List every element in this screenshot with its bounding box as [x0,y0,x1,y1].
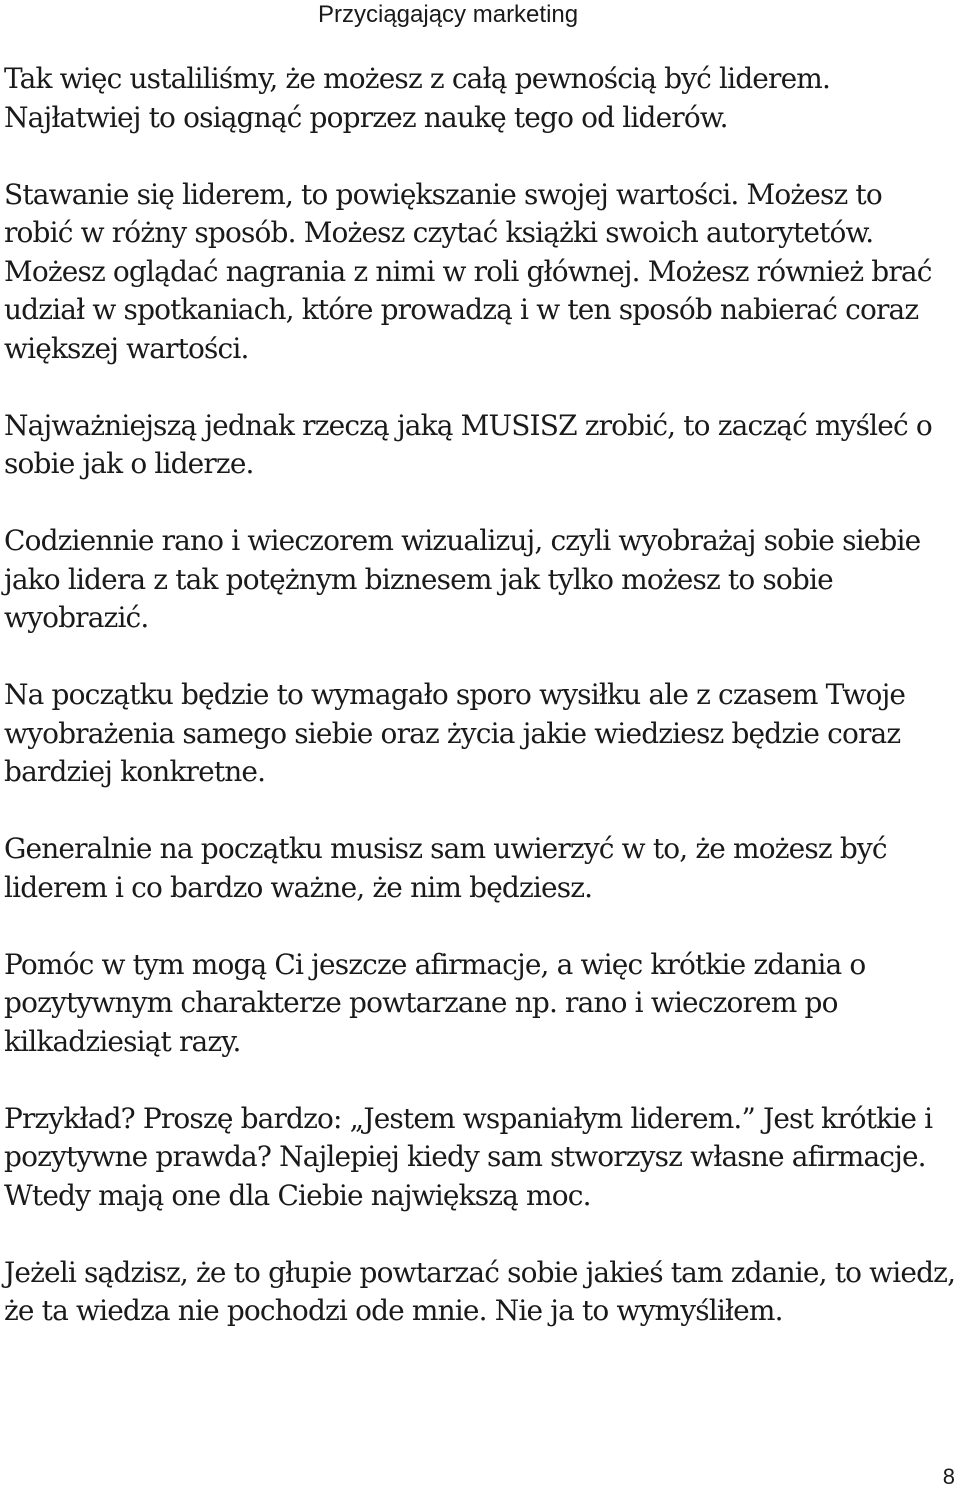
page-number: 8 [942,1464,955,1489]
paragraph: Pomóc w tym mogą Ci jeszcze afirmacje, a więc krótkie zdania o pozytywnym charakterze powtarzane np. rano i wieczorem po kilkadziesiąt razy. [4,947,866,1058]
paragraph: Codziennie rano i wieczorem wizualizuj, czyli wyobrażaj sobie siebie jako lidera z tak potężnym biznesem jak tylko możesz to sobie wyobrazić. [4,524,921,634]
document-body [4,60,957,1369]
running-header: Przyciągający marketing [318,1,579,28]
paragraph: Przykład? Proszę bardzo: „Jestem wspaniałym liderem.” Jest krótkie i pozytywne prawda? Najlepiej kiedy sam stworzysz własne afirmacje. Wtedy mają one dla Ciebie największą moc. [4,1101,933,1212]
paragraph: Na początku będzie to wymagało sporo wysiłku ale z czasem Twoje wyobrażenia samego siebie oraz życia jakie wiedziesz będzie coraz bardziej konkretne. [4,678,906,788]
paragraph: Jeżeli sądzisz, że to głupie powtarzać sobie jakieś tam zdanie, to wiedz, że ta wiedza nie pochodzi ode mnie. Nie ja to wymyśliłem. [4,1255,956,1327]
paragraph: Tak więc ustaliliśmy, że możesz z całą pewnością być liderem. Najłatwiej to osiągnąć poprzez naukę tego od liderów. [4,62,831,134]
paragraph: Stawanie się liderem, to powiększanie swojej wartości. Możesz to robić w różny sposób. Możesz czytać książki swoich autorytetów. Możesz oglądać nagrania z nimi w roli głównej. Możesz również brać udział w spotkaniach, które prowadzą i w ten sposób nabierać coraz większej wartości. [4,177,932,365]
paragraph: Generalnie na początku musisz sam uwierzyć w to, że możesz być liderem i co bardzo ważne, że nim będziesz. [4,832,887,904]
paragraph: Najważniejszą jednak rzeczą jaką MUSISZ zrobić, to zacząć myśleć o sobie jak o liderze. [4,408,932,480]
